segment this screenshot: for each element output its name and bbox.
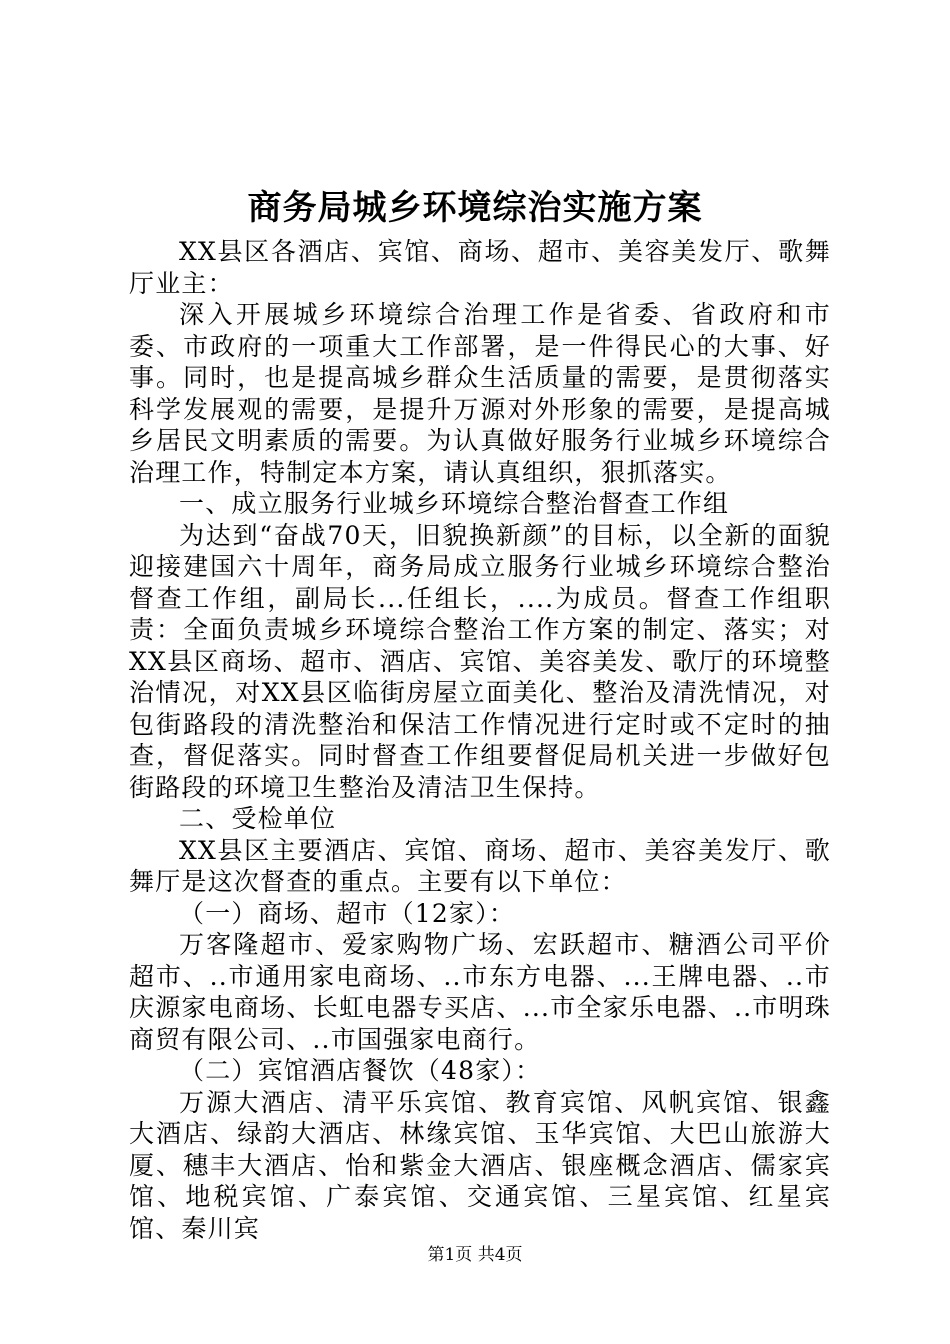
paragraph-section-1: 为达到“奋战70天，旧貌换新颜”的目标，以全新的面貌迎接建国六十周年，商务局成立服务行业城乡环境综合整治督查工作组，副局长...任组长，....为成员。督查工作组职责：全面负责城乡环境综合整治工作方案的制定、落实；对XX县区商场、超市、酒店、宾馆、美容美发、歌厅的环境整治情况，对XX县区临街房屋立面美化、整治及清洗情况，对包街路段的清洗整治和保洁工作情况进行定时或不定时的抽查，督促落实。同时督查工作组要督促局机关进一步做好包街路段的环境卫生整治及清洁卫生保持。 [129,520,831,802]
paragraph-section-2: XX县区主要酒店、宾馆、商场、超市、美容美发厅、歌舞厅是这次督查的重点。主要有以下单位： [129,835,831,896]
paragraph-subsection-1: 万客隆超市、爱家购物广场、宏跃超市、糖酒公司平价超市、..市通用家电商场、..市东方电器、...王牌电器、..市庆源家电商场、长虹电器专买店、...市全家乐电器、..市明珠商贸有限公司、..市国强家电商行。 [129,930,831,1054]
paragraph-introduction: 深入开展城乡环境综合治理工作是省委、省政府和市委、市政府的一项重大工作部署，是一件得民心的大事、好事。同时，也是提高城乡群众生活质量的需要，是贯彻落实科学发展观的需要，是提升万源对外形象的需要，是提高城乡居民文明素质的需要。为认真做好服务行业城乡环境综合治理工作，特制定本方案，请认真组织，狠抓落实。 [129,300,831,487]
page-number-footer: 第1页 共4页 [427,1245,523,1265]
document-body [129,236,831,1244]
document-title: 商务局城乡环境综治实施方案 [247,188,703,228]
section-heading-1: 一、成立服务行业城乡环境综合整治督查工作组 [179,489,730,518]
paragraph-subsection-2: 万源大酒店、清平乐宾馆、教育宾馆、风帆宾馆、银鑫大酒店、绿韵大酒店、林缘宾馆、玉华宾馆、大巴山旅游大厦、穗丰大酒店、怡和紫金大酒店、银座概念酒店、儒家宾馆、地税宾馆、广泰宾馆、交通宾馆、三星宾馆、红星宾馆、秦川宾 [129,1087,831,1243]
subsection-heading-2: （二）宾馆酒店餐饮（48家）： [179,1056,542,1085]
subsection-heading-1: （一）商场、超市（12家）： [179,898,516,928]
section-heading-2: 二、受检单位 [179,804,337,833]
paragraph-salutation: XX县区各酒店、宾馆、商场、超市、美容美发厅、歌舞厅业主： [129,237,831,298]
